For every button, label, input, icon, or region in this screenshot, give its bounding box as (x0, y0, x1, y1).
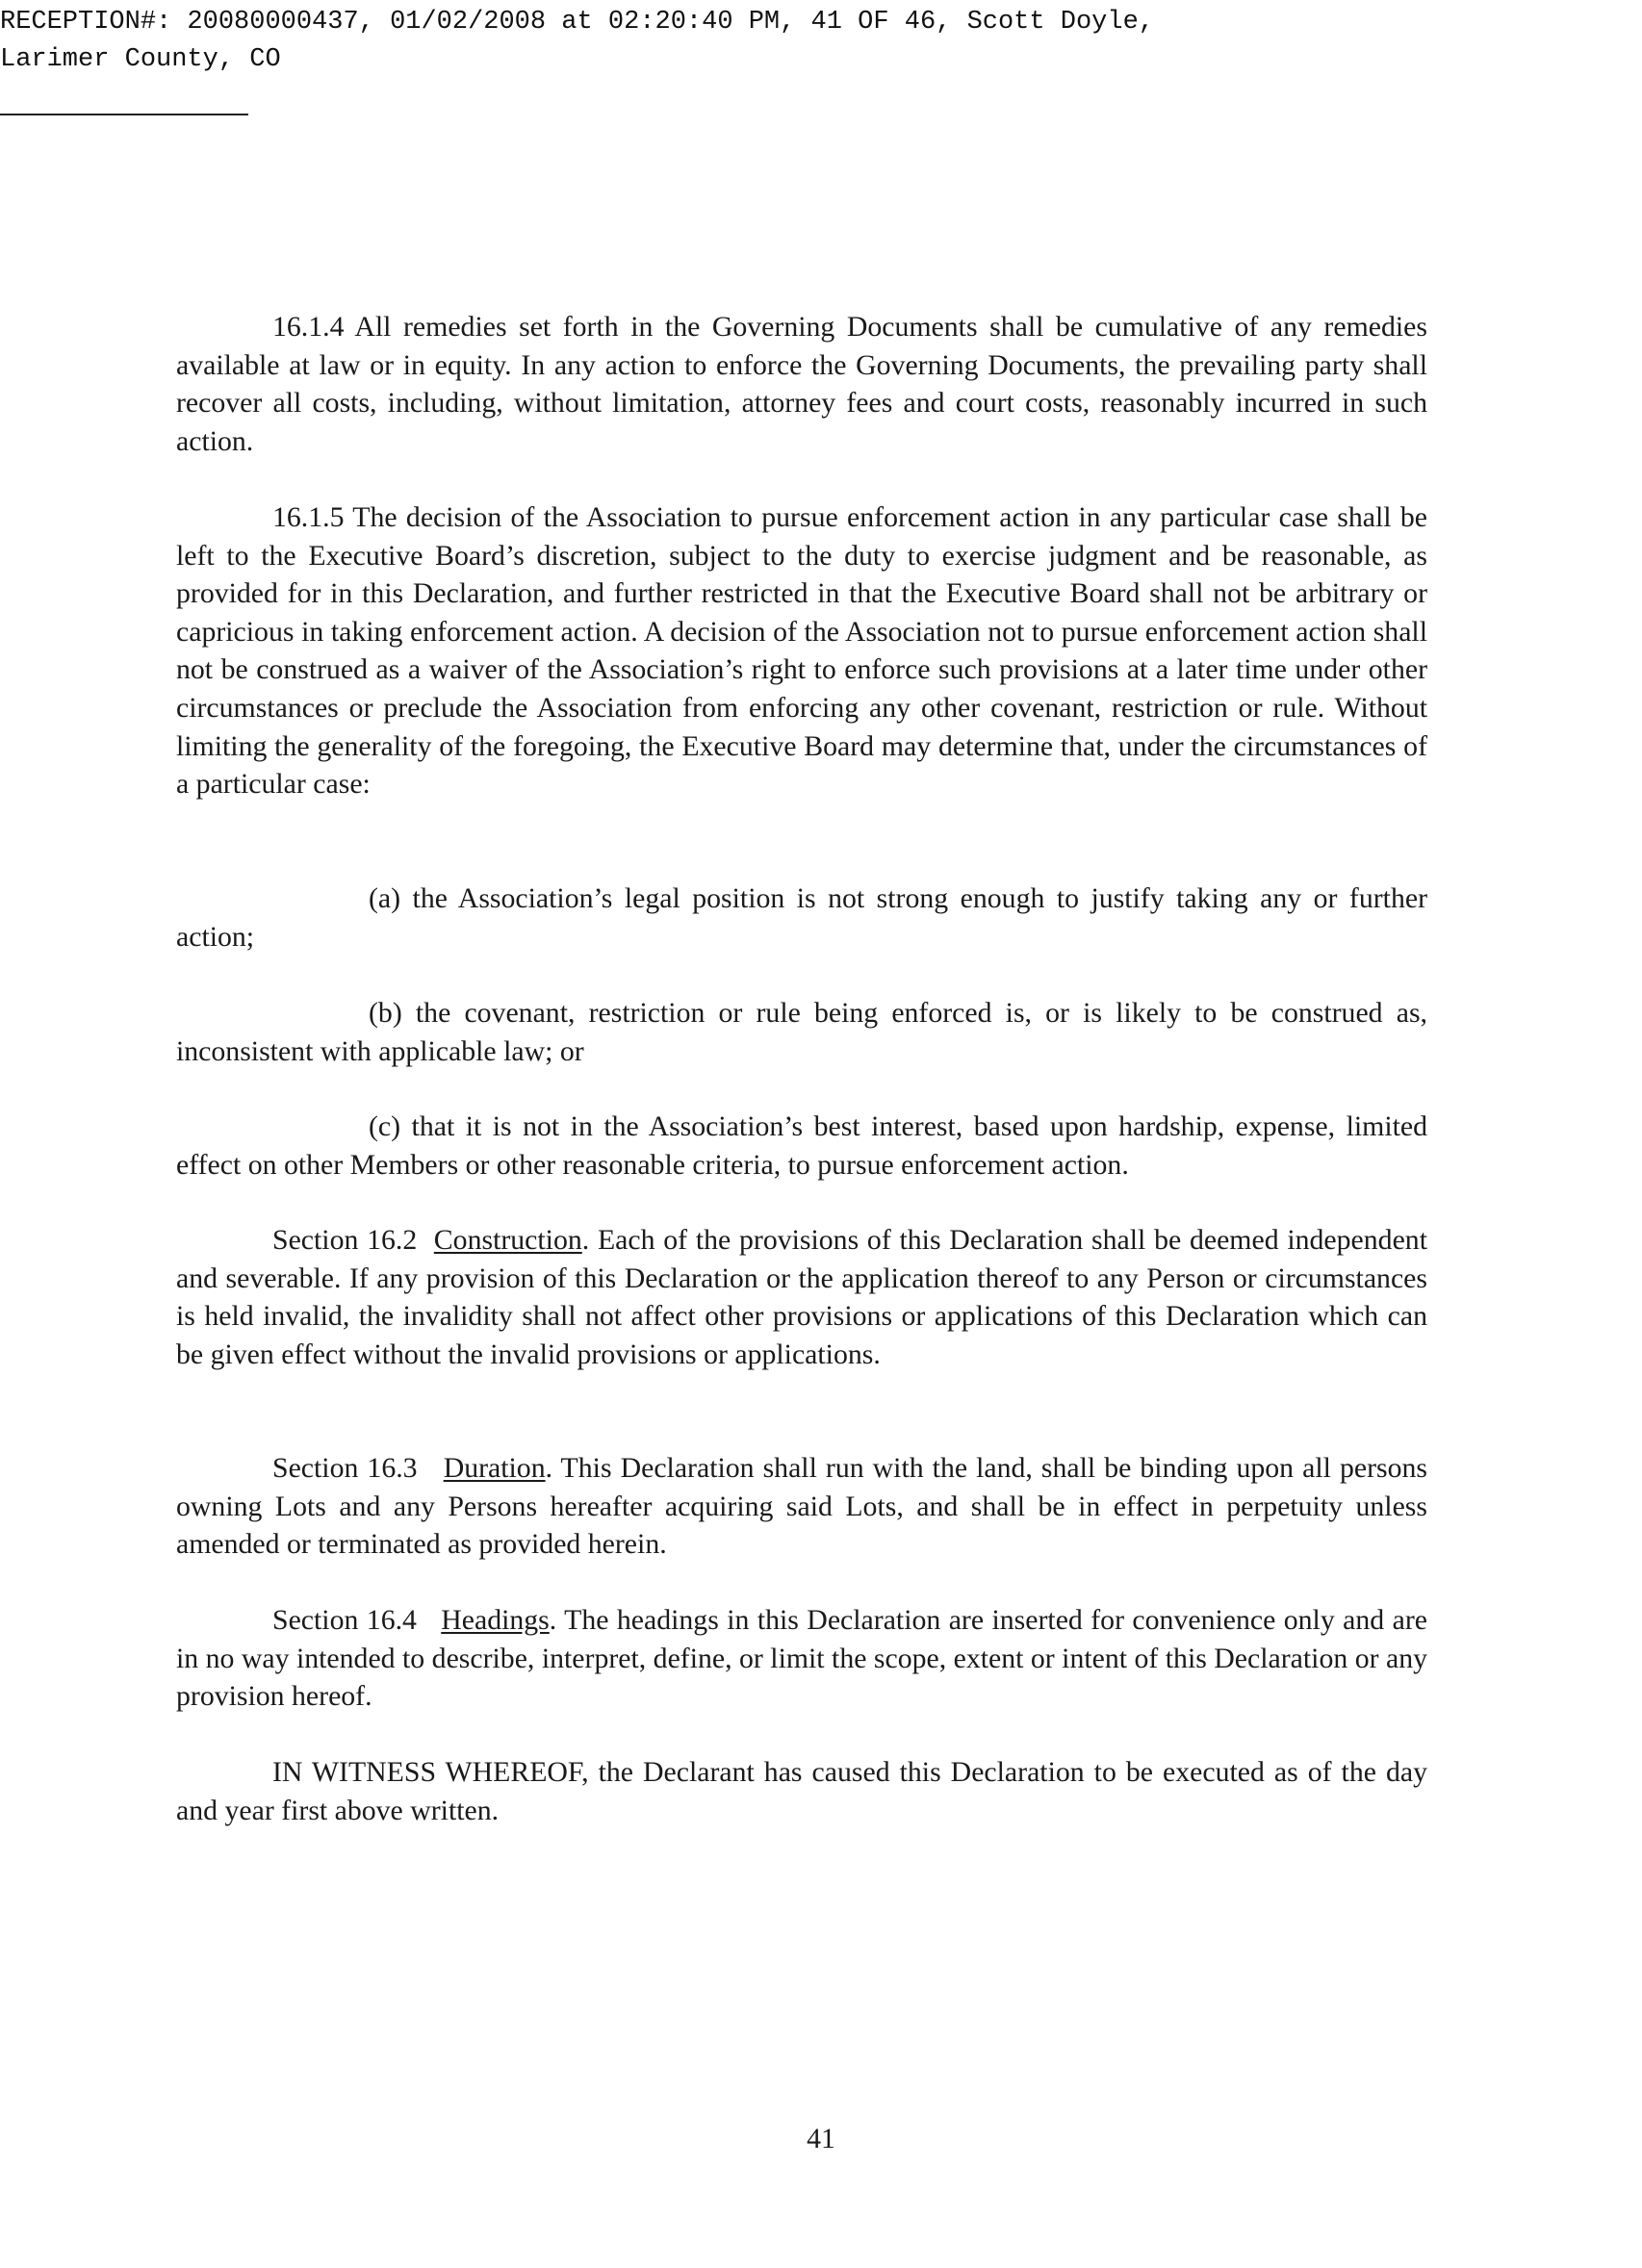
header-line-2: Larimer County, CO (0, 45, 281, 74)
paragraph-16-1-4: 16.1.4 All remedies set forth in the Governing Documents shall be cumulative of any remedies available at law or in equity. In any action to enforce the Governing Documents, the prevailing party shall recover all costs, including, without limitation, attorney fees and court costs, reasonably incurred in such action. (176, 311, 1427, 457)
header-line-1: RECEPTION#: 20080000437, 01/02/2008 at 02:20:40 PM, 41 OF 46, Scott Doyle, (0, 8, 1154, 37)
witness-clause: IN WITNESS WHEREOF, the Declarant has caused this Declaration to be executed as of the day and year first above written. (176, 1756, 1427, 1826)
section-16-2 (176, 1221, 1427, 1373)
section-16-2-text: . Each of the provisions of this Declaration shall be deemed independent and severable. If any provision of this Declaration or the application thereof to any Person or circumstances is held invalid, the invalidity shall not affect other provisions or applications of this Declaration which can be given effect without the invalid provisions or applications. (176, 1224, 1427, 1370)
page-number: 41 (807, 2123, 835, 2154)
list-item-c: (c) that it is not in the Association’s best interest, based upon hardship, expense, limited effect on other Members or other reasonable criteria, to pursue enforcement action. (176, 1110, 1427, 1181)
paragraph-16-1-5: 16.1.5 The decision of the Association to pursue enforcement action in any particular case shall be left to the Executive Board’s discretion, subject to the duty to exercise judgment and be reasonable, as provided for in this Declaration, and further restricted in that the Executive Board shall not be arbitrary or capricious in taking enforcement action. A decision of the Association not to pursue enforcement action shall not be construed as a waiver of the Association’s right to enforce such provisions at a later time under other circumstances or preclude the Association from enforcing any other covenant, restriction or rule. Without limiting the generality of the foregoing, the Executive Board may determine that, under the circumstances of a particular case: (176, 501, 1427, 801)
section-16-2-title: Construction (433, 1224, 582, 1256)
section-16-3 (176, 1449, 1427, 1564)
section-16-3-text: . This Declaration shall run with the land, shall be binding upon all persons owning Lots and any Persons hereafter acquiring said Lots, and shall be in effect in perpetuity unless amended or terminated as provided herein. (176, 1452, 1427, 1561)
section-16-4-label: Section 16.4 (272, 1604, 417, 1636)
section-16-3-label: Section 16.3 (272, 1452, 418, 1484)
header-divider (0, 114, 248, 115)
list-item-a: (a) the Association’s legal position is not strong enough to justify taking any or further action; (176, 882, 1427, 953)
section-16-4-title: Headings (441, 1604, 550, 1636)
section-16-3-title: Duration (443, 1452, 546, 1484)
list-item-b: (b) the covenant, restriction or rule being enforced is, or is likely to be construed as, inconsistent with applicable law; or (176, 997, 1427, 1067)
section-16-2-label: Section 16.2 (272, 1224, 418, 1256)
section-16-4 (176, 1601, 1427, 1716)
recording-header (0, 4, 1154, 79)
section-16-4-text: . The headings in this Declaration are inserted for convenience only and are in no way intended to describe, interpret, define, or limit the scope, extent or intent of this Declaration or any provision hereof. (176, 1604, 1427, 1713)
